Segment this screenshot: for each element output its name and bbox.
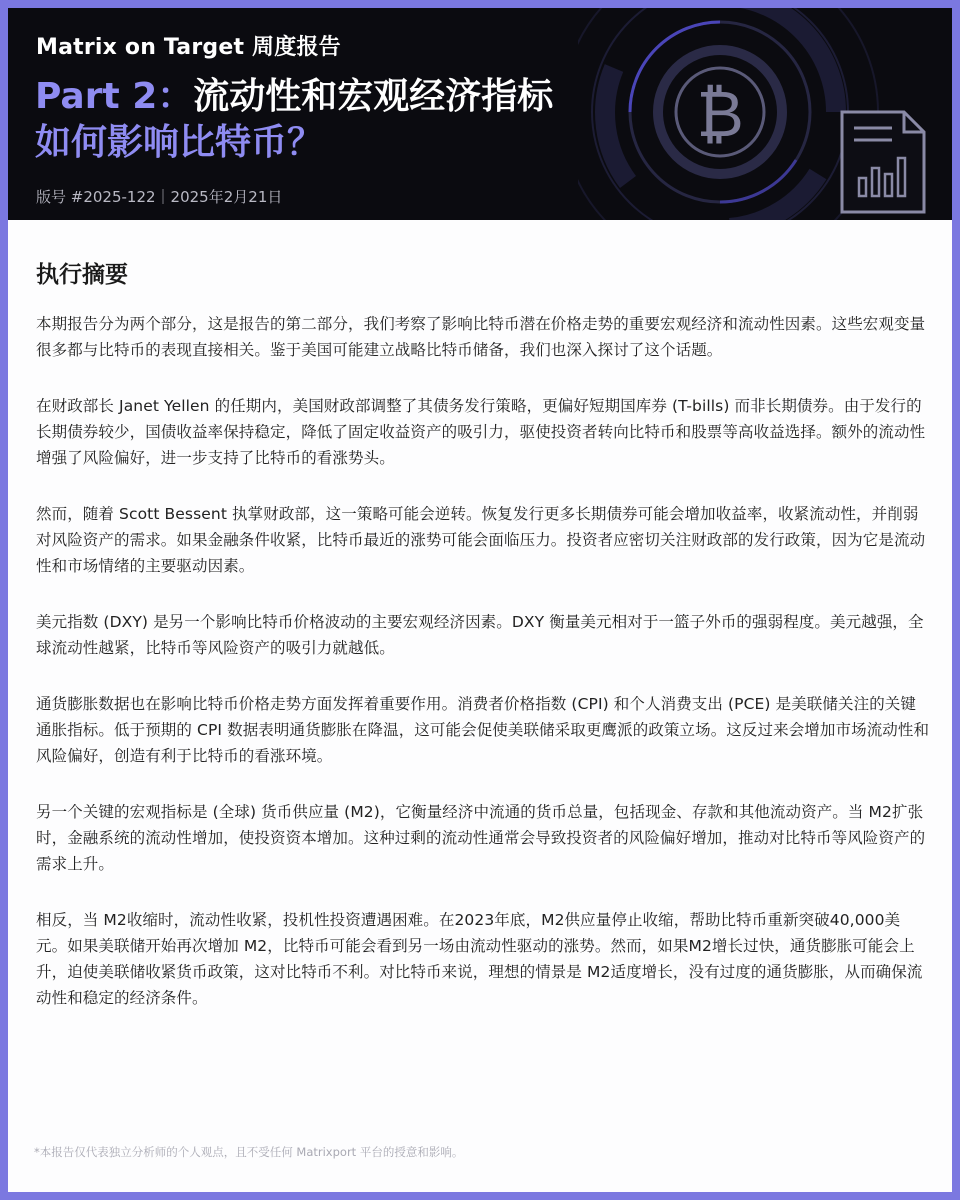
summary-paragraph: 通货膨胀数据也在影响比特币价格走势方面发挥着重要作用。消费者价格指数 (CPI) 和个人消费支出 (PCE) 是美联储关注的关键通胀指标。低于预期的 CPI 数据表明通货膨胀在降温，这可能会促使美联储采取更鹰派的政策立场。这反过来会增加市场流动性和风险偏好，创造有利于比特币的看涨环境。 xyxy=(36,695,930,765)
summary-paragraph: 然而，随着 Scott Bessent 执掌财政部，这一策略可能会逆转。恢复发行更多长期债券可能会增加收益率，收紧流动性，并削弱对风险资产的需求。如果金融条件收紧，比特币最近的涨势可能会面临压力。投资者应密切关注财政部的发行政策，因为它是流动性和市场情绪的主要驱动因素。 xyxy=(36,505,926,575)
report-page xyxy=(8,8,952,1192)
title-line2: 如何影响比特币？ xyxy=(35,122,324,163)
summary-paragraph: 在财政部长 Janet Yellen 的任期内，美国财政部调整了其债务发行策略，更偏好短期国库券 (T-bills) 而非长期债券。由于发行的长期债券较少，国债收益率保持稳定，降低了固定收益资产的吸引力，驱使投资者转向比特币和股票等高收益选择。额外的流动性增强了风险偏好，进一步支持了比特币的看涨势头。 xyxy=(36,397,926,467)
title-main: 流动性和宏观经济指标 xyxy=(193,76,554,117)
summary-heading: 执行摘要 xyxy=(36,262,128,288)
title-part-label: Part 2： xyxy=(35,76,194,117)
disclaimer-footnote: *本报告仅代表独立分析师的个人观点，且不受任何 Matrixport 平台的授意和影响。 xyxy=(34,1145,464,1159)
summary-paragraph: 美元指数 (DXY) 是另一个影响比特币价格波动的主要宏观经济因素。DXY 衡量美元相对于一篮子外币的强弱程度。美元越强，全球流动性越紧，比特币等风险资产的吸引力就越低。 xyxy=(36,613,924,657)
issue-info: 版号 #2025-122｜2025年2月21日 xyxy=(36,188,283,206)
bar-chart-document-icon xyxy=(842,112,924,212)
summary-paragraph: 另一个关键的宏观指标是 (全球) 货币供应量 (M2)，它衡量经济中流通的货币总量，包括现金、存款和其他流动资产。当 M2扩张时，金融系统的流动性增加，使投资资本增加。这种过剩的流动性通常会导致投资者的风险偏好增加，推动对比特币等风险资产的需求上升。 xyxy=(36,803,926,873)
header-decoration xyxy=(578,8,952,220)
report-header xyxy=(8,8,952,220)
summary-section xyxy=(36,256,931,1041)
summary-paragraph: 相反，当 M2收缩时，流动性收紧，投机性投资遭遇困难。在2023年底，M2供应量停止收缩，帮助比特币重新突破40,000美元。如果美联储开始再次增加 M2，比特币可能会看到另一场由流动性驱动的涨势。然而，如果M2增长过快，通货膨胀可能会上升，迫使美联储收紧货币政策，这对比特币不利。对比特币来说，理想的情景是 M2适度增长，没有过度的通货膨胀，从而确保流动性和稳定的经济条件。 xyxy=(36,911,923,1007)
svg-text:₿: ₿ xyxy=(696,78,744,152)
report-title xyxy=(35,74,553,166)
bitcoin-target-icon xyxy=(578,8,878,220)
brand-title: Matrix on Target 周度报告 xyxy=(36,35,341,60)
summary-paragraph: 本期报告分为两个部分，这是报告的第二部分，我们考察了影响比特币潜在价格走势的重要宏观经济和流动性因素。这些宏观变量很多都与比特币的表现直接相关。鉴于美国可能建立战略比特币储备，我们也深入探讨了这个话题。 xyxy=(36,315,926,359)
